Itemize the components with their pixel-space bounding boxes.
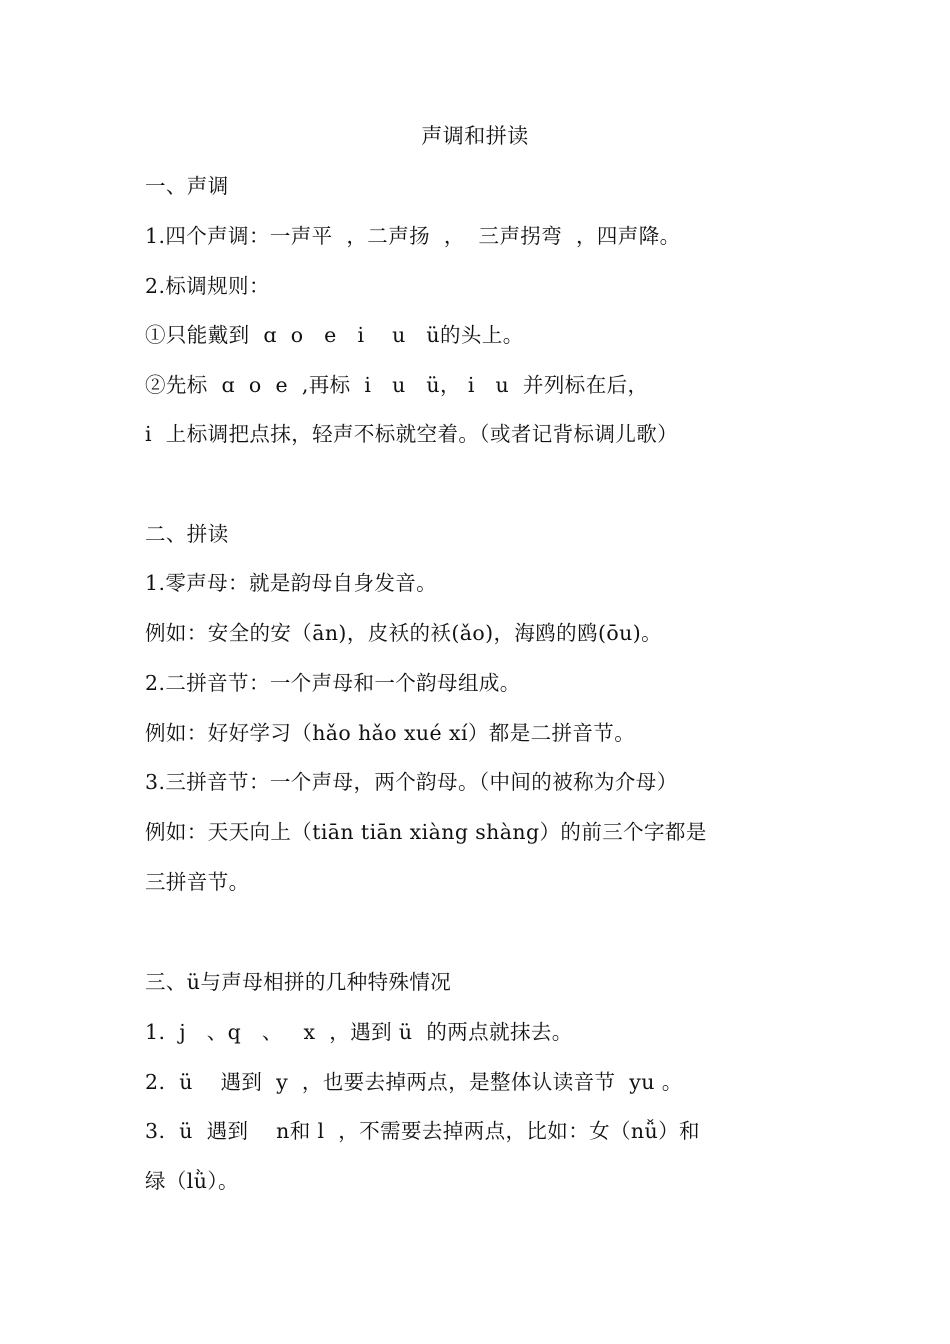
paragraph-line: 绿（lǜ）。 — [145, 1169, 239, 1193]
paragraph-line: 1.零声母：就是韵母自身发音。 — [145, 571, 438, 595]
paragraph-line: 2.二拼音节：一个声母和一个韵母组成。 — [145, 671, 521, 695]
paragraph-line: 例如：好好学习（hǎo hǎo xué xí）都是二拼音节。 — [145, 721, 636, 745]
paragraph-line: 2.标调规则： — [145, 274, 270, 298]
paragraph-line: i 上标调把点抹，轻声不标就空着。（或者记背标调儿歌） — [145, 422, 679, 446]
paragraph-line: 3.三拼音节：一个声母，两个韵母。（中间的被称为介母） — [145, 770, 678, 794]
paragraph-line: 例如：天天向上（tiān tiān xiàng shàng）的前三个字都是 — [145, 820, 707, 844]
section-heading-spelling: 二、拼读 — [145, 522, 229, 546]
paragraph-line: 三拼音节。 — [145, 870, 250, 894]
section-heading-tones: 一、声调 — [145, 174, 229, 198]
paragraph-line: 2. ü 遇到 y ，也要去掉两点，是整体认读音节 yu 。 — [145, 1070, 683, 1094]
paragraph-line: 3. ü 遇到 n和 l ，不需要去掉两点，比如：女（nǚ）和 — [145, 1119, 700, 1143]
paragraph-line: 1.四个声调：一声平 ，二声扬 ， 三声拐弯 ，四声降。 — [145, 224, 681, 248]
paragraph-line: 1. j 、q 、 x ，遇到 ü 的两点就抹去。 — [145, 1020, 573, 1044]
paragraph-line: 例如：安全的安（ān)，皮袄的袄(ǎo)，海鸥的鸥(ōu)。 — [145, 621, 663, 645]
page-title: 声调和拼读 — [421, 124, 529, 148]
paragraph-line: ①只能戴到 ɑ o e i u ü的头上。 — [145, 323, 524, 347]
paragraph-line: ②先标 ɑ o e ,再标 i u ü， i u 并列标在后， — [145, 373, 649, 397]
section-heading-u-special-cases: 三、ü与声母相拼的几种特殊情况 — [145, 970, 452, 994]
